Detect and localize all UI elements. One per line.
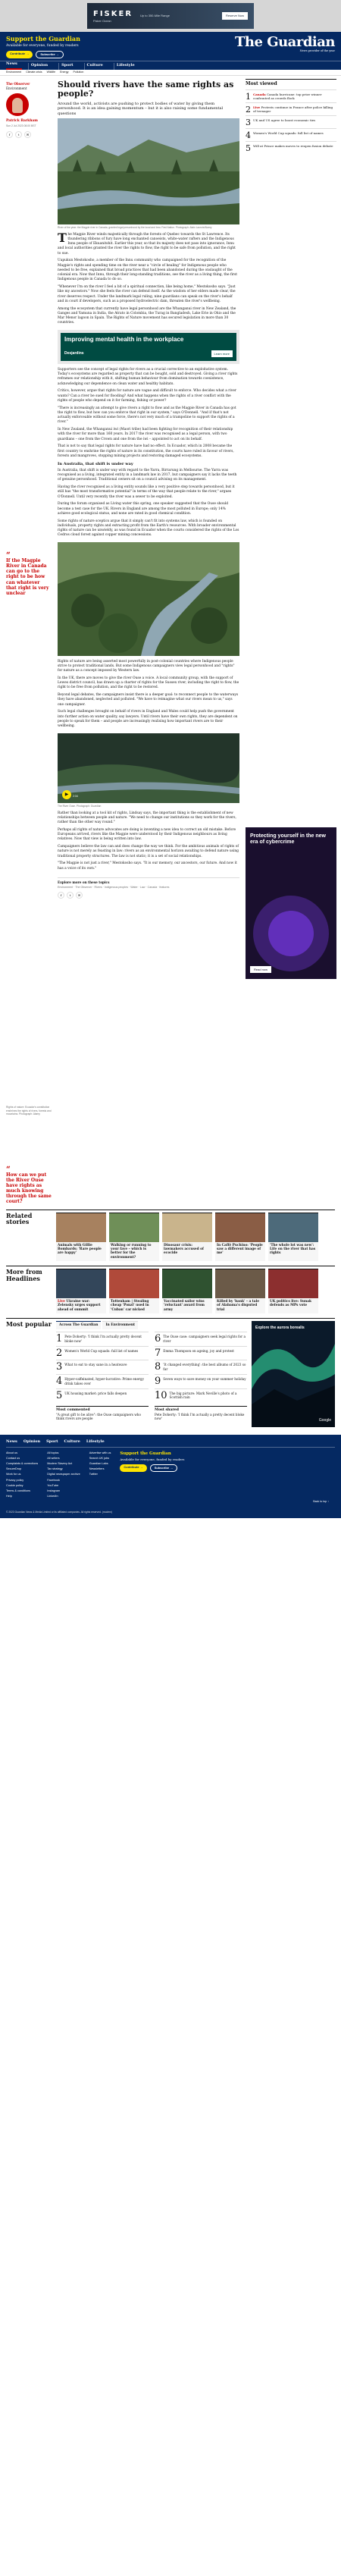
article: [0, 76, 341, 1205]
nav-opinion[interactable]: Opinion: [28, 63, 52, 70]
footer-support-title: Support the Guardian: [120, 1451, 171, 1456]
bottom-advertisement[interactable]: [252, 1321, 335, 1427]
footer-support-text: Available for everyone, funded by readers: [120, 1457, 185, 1462]
ad-tagline: Up to 350-Mile Range: [140, 14, 170, 18]
popular-item[interactable]: [155, 1388, 247, 1403]
email-icon[interactable]: ✉: [24, 131, 31, 138]
card-title: Vaccinated sailor wins 'reluctant' award from army: [164, 1300, 205, 1312]
paragraph: Critics, however, argue that rights for nature are vague and difficult to enforce. Who decides what a river wants? Can a river be sued for flooding? And what happens when the rights of a river conflict with the rights of people who depend on it for farming, fishing or power?: [58, 389, 236, 403]
facebook-icon[interactable]: f: [6, 131, 13, 138]
kicker-section[interactable]: Environment: [6, 86, 27, 90]
footer-nav-lifestyle[interactable]: Lifestyle: [86, 1439, 105, 1445]
footer-link[interactable]: Terms & conditions: [6, 1489, 31, 1492]
masthead: [0, 32, 341, 61]
side-ad-cta[interactable]: Read now: [250, 966, 271, 973]
video-duration: 2:34: [73, 794, 78, 798]
footer-nav: [6, 1439, 335, 1448]
more-headlines-title: More from Headlines: [6, 1268, 42, 1282]
card-title: Tottenham | Stealing cheap 'Ponzi' used in 'Cuban' car nicked: [111, 1300, 149, 1312]
headline-card[interactable]: [215, 1269, 265, 1313]
nav-lifestyle[interactable]: Lifestyle: [114, 63, 139, 70]
side-ad-title: Protecting yourself in the new era of cybercrime: [250, 833, 326, 846]
rank-number: 3: [246, 117, 251, 127]
related-card[interactable]: [215, 1213, 265, 1261]
rank-number: 6: [155, 1333, 161, 1345]
ad-inner[interactable]: [61, 333, 236, 361]
most-shared[interactable]: [155, 1406, 247, 1422]
copyright: © 2023 Guardian News & Media Limited or its affiliated companies. All rights reserved. (modern): [6, 1511, 113, 1514]
inline-advertisement[interactable]: [58, 330, 239, 364]
popular-item[interactable]: [155, 1360, 247, 1374]
nav-news[interactable]: News: [6, 61, 22, 70]
twitter-icon[interactable]: t: [15, 131, 22, 138]
footer-contribute-button[interactable]: Contribute →: [120, 1464, 146, 1472]
rank-number: 2: [246, 104, 251, 115]
most-popular: [6, 1318, 335, 1427]
author-avatar: [6, 93, 29, 116]
most-viewed-item[interactable]: [246, 141, 336, 154]
footer-links-col3: [89, 1451, 111, 1500]
right-column: [246, 76, 336, 1205]
headline-card[interactable]: [162, 1269, 212, 1313]
footer-link[interactable]: LinkedIn: [47, 1494, 58, 1498]
popular-item[interactable]: [56, 1332, 149, 1346]
footer-support: [120, 1451, 203, 1500]
side-advertisement[interactable]: [246, 827, 336, 979]
footer-link[interactable]: Facebook: [47, 1478, 60, 1482]
popular-text: What to eat to stay sane in a heatwave: [64, 1363, 127, 1367]
popular-text: 'It changed everything': the best albums of 2023 so far: [163, 1363, 246, 1371]
most-viewed-title: Most viewed: [246, 79, 336, 87]
support-title: Support the Guardian: [6, 35, 80, 42]
share-buttons-bottom: [58, 892, 239, 899]
email-icon[interactable]: ✉: [76, 892, 83, 899]
subnav-energy[interactable]: Energy: [60, 71, 69, 74]
more-headlines: [6, 1266, 335, 1313]
card-image: [268, 1213, 318, 1242]
popular-item[interactable]: [155, 1332, 247, 1346]
footer-nav-news[interactable]: News: [6, 1439, 17, 1445]
paragraph: Rights of nature are being asserted most powerfully in post-colonial countries where Indigenous people strive to protect traditional lands. But some Indigenous campaigners view legal personhood and "rights" for nature as a concept imposed by Western law.: [58, 659, 235, 673]
subnav-climate[interactable]: Climate crisis: [26, 71, 42, 74]
most-viewed-item[interactable]: [246, 128, 336, 141]
subnav-pollution[interactable]: Pollution: [73, 71, 84, 74]
facebook-icon[interactable]: f: [58, 892, 64, 899]
popular-item[interactable]: [56, 1374, 149, 1388]
article-meta-column: [6, 76, 52, 1205]
footer-link[interactable]: SecureDrop: [6, 1467, 22, 1471]
most-viewed-text: UK and US agree to boost economic ties: [253, 118, 316, 122]
footer-nav-culture[interactable]: Culture: [64, 1439, 80, 1445]
ad-brand-logo: FISKER: [93, 9, 133, 18]
article-subheading: In Australia, that shift is under way: [58, 462, 133, 466]
paragraph: "The Magpie is not just a river," Mestokosho says. "It is our memory, our ancestors, our future. And now it has a voice of its own.": [58, 861, 237, 871]
card-image: [56, 1213, 106, 1242]
footer-link[interactable]: Digital newspaper archive: [47, 1473, 80, 1476]
rank-number: 3: [56, 1361, 63, 1373]
popular-item[interactable]: [56, 1360, 149, 1374]
mountain-river-illustration: [58, 542, 239, 656]
footer-link[interactable]: Instagram: [47, 1489, 61, 1492]
tags-list[interactable]: Environment · The Observer · Rivers · Indigenous peoples · Water · Law · Canada · features: [58, 885, 170, 889]
card-title: Live Ukraine war: Zelensky urges support ahead of summit: [58, 1300, 101, 1312]
most-viewed-text: Will at Prince makes moves to reopen fusion debate: [253, 143, 333, 148]
paragraph: Some rights of nature sceptics argue that it simply can't fit into systems law, which is founded on individuals, property rights and extracting profit from the Earth's resources. With broader environmental rights of nature can be unwieldy, as was found in Ecuador when the courts considered the rights of the Los Cedros cloud forest against copper mining concessions.: [58, 519, 239, 538]
pull-quote: “ If the Magpie River in Canada can go to the right to be how can whatever that right is very unclear: [6, 554, 52, 596]
related-card[interactable]: [162, 1213, 212, 1261]
inline-image[interactable]: [58, 542, 239, 656]
related-title: Related stories: [6, 1211, 33, 1226]
card-image: [215, 1213, 265, 1242]
rank-number: 4: [246, 130, 251, 140]
related-stories: [6, 1210, 335, 1261]
card-image: [162, 1269, 212, 1298]
footer-link[interactable]: Guardian Labs: [89, 1462, 108, 1466]
tags-label: Explore more on these topics: [58, 880, 110, 884]
subnav-wildlife[interactable]: Wildlife: [46, 71, 56, 74]
footer-links-col1: [6, 1451, 38, 1500]
paragraph: Beyond legal debates, the campaigners insist there is a deeper goal: to reconnect people to the waterways they have abandoned, neglected and polluted. "We have to reimagine what our rivers mean to us," says one campaigner.: [58, 693, 239, 707]
most-shared-title: Most shared: [155, 1407, 179, 1412]
rank-number: 10: [155, 1389, 167, 1401]
popular-text: UK housing market: price falls deepen: [64, 1391, 127, 1395]
paragraph: Supporters see the concept of legal rights for rivers as a crucial corrective to an exploitative system. Today's ecosystems are regarded as property that can be bought, sold and destroyed. Giving a river rights reframes our relationship with it, shifting human behaviour from domination towards coexistence, acknowledging our dependence on clean water and healthy habitats.: [58, 367, 238, 386]
rank-number: 1: [56, 1333, 63, 1345]
footer-link[interactable]: Help: [6, 1494, 12, 1498]
paragraph: The Magpie River winds majestically through the forests of Quebec towards the St Lawrence. Its thundering ribbons of fury have long enchanted canoeists, white-water rafters and the Indigenous Innu people of Ekuanitshit. Earlier this year, so that its majesty does not pass into ignorance, Innu and local authorities granted the river the rights to flow, the right to be safe from pollution, and the right to sue.: [58, 230, 236, 256]
article-headline: Should rivers have the same rights as people?: [58, 80, 234, 99]
paragraph: That is not to say that legal rights for nature have had no effect. In Ecuador, which in 2008 became the first country to enshrine the rights of nature in its constitution, the courts have ruled in favour of rivers, forests and mangroves, stopping mining projects and restoring damaged ecosystems.: [58, 444, 234, 458]
footer-links-col2: [47, 1451, 80, 1500]
nav-culture[interactable]: Culture: [84, 63, 108, 70]
video-thumbnail: [58, 733, 239, 803]
footer-subscribe-button[interactable]: Subscribe →: [150, 1464, 177, 1472]
popular-text: The Ouse case: campaigners seek legal rights for a river: [163, 1335, 246, 1343]
card-title: UK politics live: Sunak defends as MPs vote: [270, 1300, 311, 1308]
publish-date: Sun 2 Jul 2023 08.00 BST: [6, 124, 36, 128]
card-image: [109, 1269, 159, 1298]
video-player[interactable]: [58, 733, 239, 803]
popular-item[interactable]: [56, 1388, 149, 1403]
topic-tags: [58, 877, 239, 890]
article-body: [58, 230, 239, 871]
logo-tagline: News provider of the year: [299, 49, 335, 53]
ad-learn-more-button[interactable]: Learn more: [211, 350, 233, 356]
footer-link[interactable]: Advertise with us: [89, 1451, 111, 1454]
footer-link[interactable]: YouTube: [47, 1483, 59, 1487]
share-buttons: [6, 131, 52, 138]
footer-nav-opinion[interactable]: Opinion: [23, 1439, 41, 1445]
rank-number: 2: [56, 1347, 63, 1359]
card-title: Killed by 'bank' – a tale of Alabama's disputed trial: [217, 1300, 259, 1312]
paragraph: Perhaps all rights of nature advocates are doing is inventing a new idea to correct an old mistake. Before Europeans arrived, rivers like the Magpie were understood by their Indigenous neighbours as living relatives. Now that view is being written into law.: [58, 827, 236, 842]
related-card[interactable]: [268, 1213, 318, 1261]
headline-card[interactable]: [109, 1269, 159, 1313]
footer-link[interactable]: All topics: [47, 1451, 59, 1454]
card-title: Dinosaur crisis: lawmakers accused of ecocide: [164, 1243, 204, 1256]
most-popular-list: [56, 1332, 247, 1402]
paragraph: Campaigners believe the law can and does change the way we think. For the ambitious animals of rights of nature is not merely as feasting in law: rivers as an environmental horizon awaiting to defend nature using traditional property structures. The law is not static; it is a set of social relationships.: [58, 845, 239, 858]
most-viewed-text: Live Protests continue in France after police killing of teenager: [253, 105, 333, 113]
sub-nav: [0, 70, 341, 76]
ad-cta-button[interactable]: Reserve Now: [222, 12, 248, 19]
popular-text: Women's World Cup squads: full list of names: [64, 1348, 139, 1353]
headline-card[interactable]: [56, 1269, 106, 1313]
pull-quote-2: “ How can we put the River Ouse have rights as much knowing through the same court?: [6, 1168, 52, 1205]
footer-link[interactable]: Contact us: [6, 1457, 20, 1461]
most-popular-title: Most popular: [6, 1320, 52, 1329]
play-icon[interactable]: ▶: [62, 790, 71, 799]
ad-sponsor: Desjardins: [64, 351, 84, 356]
most-viewed-item[interactable]: [246, 89, 336, 102]
footer-nav-sport[interactable]: Sport: [46, 1439, 58, 1445]
bottom-ad-sponsor: Google: [318, 1418, 331, 1423]
footer-link[interactable]: Newsletters: [89, 1467, 105, 1471]
most-commented[interactable]: [56, 1406, 149, 1422]
paragraph: Such legal challenges brought on behalf of rivers in England and Wales could help push the government into further action on water quality, say lawyers. Until rivers have their own rights, they are dependent on people to speak for them – and people are increasingly realising how important rivers are to their wellbeing.: [58, 710, 238, 728]
ad-banner[interactable]: [87, 3, 254, 29]
paragraph: Rather than looking at a tool kit of rights, Lindsay says, the important thing is the establishment of new relationships between people and nature. "We need to change our institutions so they work for the rivers, rather than the other way round.": [58, 811, 236, 825]
most-shared-text: Pete Doherty: 'I think I'm actually a pretty decent bloke now': [155, 1412, 245, 1421]
popular-text: Emma Thompson on ageing, joy and protest: [163, 1348, 234, 1353]
article-standfirst: Around the world, activists are pushing to protect bodies of water by giving them personhood. It is an idea gaining momentum – but it is also raising some fundamental questions: [58, 101, 224, 116]
ad-title: Improving mental health in the workplace: [64, 335, 184, 343]
paragraph: Uapukun Mestokosho, a member of the Innu community who campaigned for the recognition of the Magpie's rights and spending time on the river near a "circle of healing" for Indigenous people who needed to be free, explained that broad practices that had been abandoned during the onslaught of the colonial era. Now that Innu, through their long-standing traditions, see the river as a living thing, the first Indigenous people in Canada to do so.: [58, 259, 238, 282]
footer-link[interactable]: About us: [6, 1451, 17, 1454]
rank-number: 9: [155, 1376, 161, 1388]
ad-subtitle: Fisker Ocean: [93, 19, 111, 24]
rank-number: 1: [246, 91, 251, 102]
footer-link[interactable]: Work for us: [6, 1473, 21, 1476]
related-card[interactable]: [109, 1213, 159, 1261]
subscribe-button[interactable]: Subscribe →: [36, 51, 63, 58]
guardian-logo[interactable]: [235, 36, 335, 52]
rank-number: 5: [56, 1389, 63, 1401]
paragraph: In the UK, there are moves to give the river Ouse a voice. A local community group, with the support of Lewes district council, has drawn up a charter of rights for the Sussex river, including the right to flow, the right to be free from pollution, and the right to be restored.: [58, 676, 239, 690]
rank-number: 8: [155, 1361, 161, 1373]
card-image: [268, 1269, 318, 1298]
tab-across-guardian[interactable]: Across The Guardian: [56, 1321, 101, 1329]
card-title: Walking or running to your fave – which is better for the environment?: [111, 1243, 152, 1260]
nav-sport[interactable]: Sport: [58, 63, 77, 70]
popular-item[interactable]: [155, 1346, 247, 1360]
rank-number: 7: [155, 1347, 161, 1359]
main-image-caption: River of the year: the Magpie river in Canada, granted legal personhood by the local and Innu First Nation. Photograph: Alain Lacroix/Alamy: [58, 226, 212, 230]
most-viewed-item[interactable]: [246, 115, 336, 128]
inline-image-caption: Rights of nature: Ecuador's constitution enshrines the rights of rivers, forests and mountains. Photograph: Alamy: [6, 1106, 52, 1116]
back-to-top-button[interactable]: Back to top ↑: [313, 1500, 329, 1504]
popular-text: Hyper-caffeinated, hyper-lucrative: Prime energy drink takes over: [64, 1377, 144, 1385]
footer-link[interactable]: Search UK jobs: [89, 1457, 110, 1461]
paragraph: Having the river recognised as a living entity sounds like a very positive step towards personhood, but it still has "the most transformative potential" in terms of the way that people relate to the river," argues O'Donnell. Until very recently the river was a sewer to be exploited.: [58, 485, 235, 499]
footer-link[interactable]: All writers: [47, 1457, 60, 1461]
footer-link[interactable]: Tax strategy: [47, 1467, 63, 1471]
most-viewed-text: Canada Canada hurricane: top prize winner confronted as crowds flock: [253, 92, 322, 100]
card-title: In Caffé Puchino: 'People saw a different image of me': [217, 1243, 263, 1256]
popular-text: Pete Doherty: 'I think I'm actually pretty decent bloke now': [64, 1335, 142, 1343]
kicker-observer[interactable]: The Observer: [6, 82, 30, 86]
card-image: [109, 1213, 159, 1242]
footer: [0, 1435, 341, 1518]
paragraph: "There is increasingly an attempt to give rivers a right to flow and as the Magpie River in Canada has got the right to flow, but how can you enforce that right in our system," says O'Donnell. "And if that's not actually enforceable without some force, there's not very much of a trampoline to support the rights of a river.": [58, 406, 236, 425]
popular-text: The big picture: Mark Neville's photo of a Scottish rain: [169, 1391, 237, 1400]
most-commented-title: Most commented: [56, 1407, 90, 1412]
most-viewed-item[interactable]: [246, 102, 336, 115]
related-card[interactable]: [56, 1213, 106, 1261]
paragraph: "Whenever I'm on the river I feel a bit of a spiritual connection, like being home," Mestokosho says. "Just like my ancestors." Now she feels the river can defend itself. As the wisdom of her elders made clear, the river deserves respect. Under the landmark legal ruling, nine guardians can speak on the river's behalf and in court if developers, such as a proposed hydroelectric dam, threaten the river's wellbeing.: [58, 285, 236, 303]
footer-link[interactable]: Cookie policy: [6, 1483, 23, 1487]
popular-item[interactable]: [155, 1374, 247, 1388]
most-commented-text: "A great gift to be alive": the Ouse campaigners who think rivers are people: [56, 1412, 141, 1421]
support-subtitle: Available for everyone, funded by readers: [6, 43, 79, 48]
bottom-ad-title: Explore the aurora borealis: [255, 1326, 305, 1331]
author-name[interactable]: Patrick Barkham: [6, 119, 38, 124]
tab-in-environment[interactable]: In Environment: [102, 1321, 138, 1329]
popular-text: Seven ways to save money on your summer holiday: [163, 1377, 246, 1382]
subnav-environment[interactable]: Environment: [6, 71, 22, 74]
footer-link[interactable]: Complaints & corrections: [6, 1462, 39, 1466]
video-caption: The River Ouse. Photograph: Guardian: [58, 805, 102, 808]
paragraph: During the forum organised as Living water this spring, one speaker suggested that the Ouse should become a test case for the UK. Rivers in England are among the most polluted in Europe; only 14% achieve good ecological status, and none are rated in good chemical condition.: [58, 502, 229, 516]
article-main-column: [58, 76, 239, 1205]
most-viewed-text: Women's World Cup squads: full list of names: [253, 130, 324, 135]
paragraph: In Australia, that shift is under way with regard to the Yarra, Birrarung in Melbourne. The Yarra was recognised as a living, integrated entity in a landmark law in 2017, but campaigners say it lacks the teeth of genuine personhood. Traditional owners sit on a council advising on its management.: [58, 468, 237, 482]
river-forest-illustration: [58, 118, 239, 224]
paragraph: In New Zealand, the Whanganui iwi (Maori tribe) had been fighting for recognition of their relationship with the river for more than 160 years. In 2017 the river was recognised as a legal person, with two guardians – one from the Crown and one from the iwi – appointed to act on its behalf.: [58, 428, 233, 441]
main-image[interactable]: [58, 118, 239, 224]
card-title: 'The whole lot was new': Life on the river that has rights: [270, 1243, 316, 1256]
card-title: Animals with Gillie Bombards: 'Rare people are happy': [58, 1243, 102, 1256]
cyber-ad-graphic: [246, 827, 336, 979]
logo-text: The Guardian: [235, 34, 335, 50]
card-image: [162, 1213, 212, 1242]
aurora-ad-graphic: [252, 1321, 335, 1427]
card-image: [215, 1269, 265, 1298]
headline-card[interactable]: [268, 1269, 318, 1313]
popular-item[interactable]: [56, 1346, 149, 1360]
rank-number: 4: [56, 1376, 63, 1388]
paragraph: Among the ecosystem that currently have legal personhood are the Whanganui river in New Zealand, the Ganges and Yamuna in India, the Atrato in Colombia, the Turag in Bangladesh, Lake Erie in Ohio and the Mar Menor lagoon in Spain. The Rights of Nature movement has secured legislation in more than 30 countries.: [58, 306, 236, 325]
top-advertisement[interactable]: [0, 0, 341, 32]
rank-number: 5: [246, 143, 251, 153]
primary-nav: [0, 61, 341, 70]
contribute-button[interactable]: Contribute →: [6, 51, 33, 58]
footer-link[interactable]: Privacy policy: [6, 1478, 24, 1482]
card-image: [56, 1269, 106, 1298]
twitter-icon[interactable]: t: [67, 892, 74, 899]
footer-link[interactable]: Twitter: [89, 1473, 98, 1476]
footer-link[interactable]: Modern Slavery Act: [47, 1462, 73, 1466]
